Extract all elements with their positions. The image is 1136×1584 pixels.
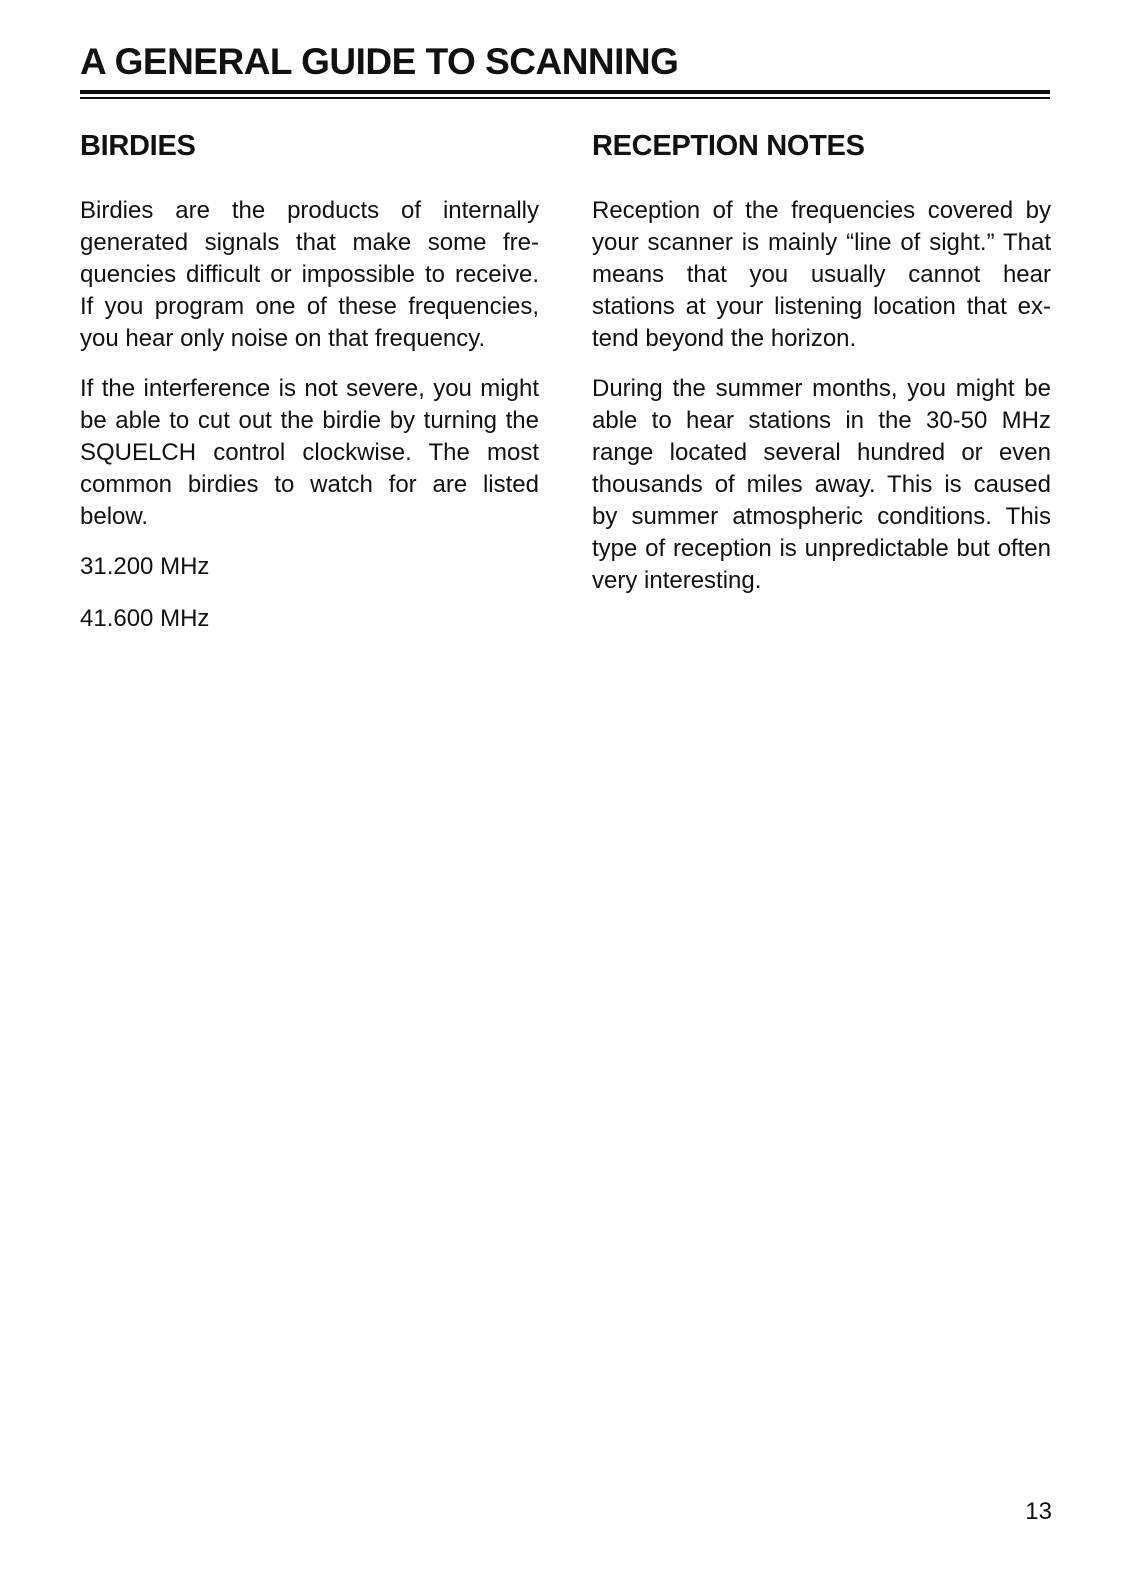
reception-notes-section [592,127,1051,615]
page-number: 13 [1025,1498,1052,1525]
title-rule [80,90,1050,94]
birdie-frequency: 41.600 MHz [80,605,210,632]
birdies-heading: BIRDIES [80,130,196,162]
reception-paragraph-2: During the summer months, you might be able to hear stations in the 30-50 MHz range located several hundred or even thousands of miles away. This is caused by summer atmospheric conditions. This type of reception is unpredictable but often very interesting. [592,375,1051,594]
reception-notes-heading: RECEPTION NOTES [592,130,865,162]
reception-paragraph-1: Reception of the frequencies covered by your scanner is mainly “line of sight.” That means that you usually cannot hear stations at your listening location that extend beyond the horizon. [592,197,1051,352]
title-rule-thin [80,97,1050,99]
birdie-frequency: 31.200 MHz [80,553,210,580]
birdies-section [80,127,539,655]
page-title: A GENERAL GUIDE TO SCANNING [80,41,679,82]
birdies-paragraph-1: Birdies are the products of internally generated signals that make some frequencies difficult or impossible to receive. If you program one of these frequencies, you hear only noise on that frequency. [80,197,539,352]
birdies-paragraph-2: If the interference is not severe, you might be able to cut out the birdie by turning the SQUELCH control clockwise. The most common birdies to watch for are listed below. [80,375,539,530]
